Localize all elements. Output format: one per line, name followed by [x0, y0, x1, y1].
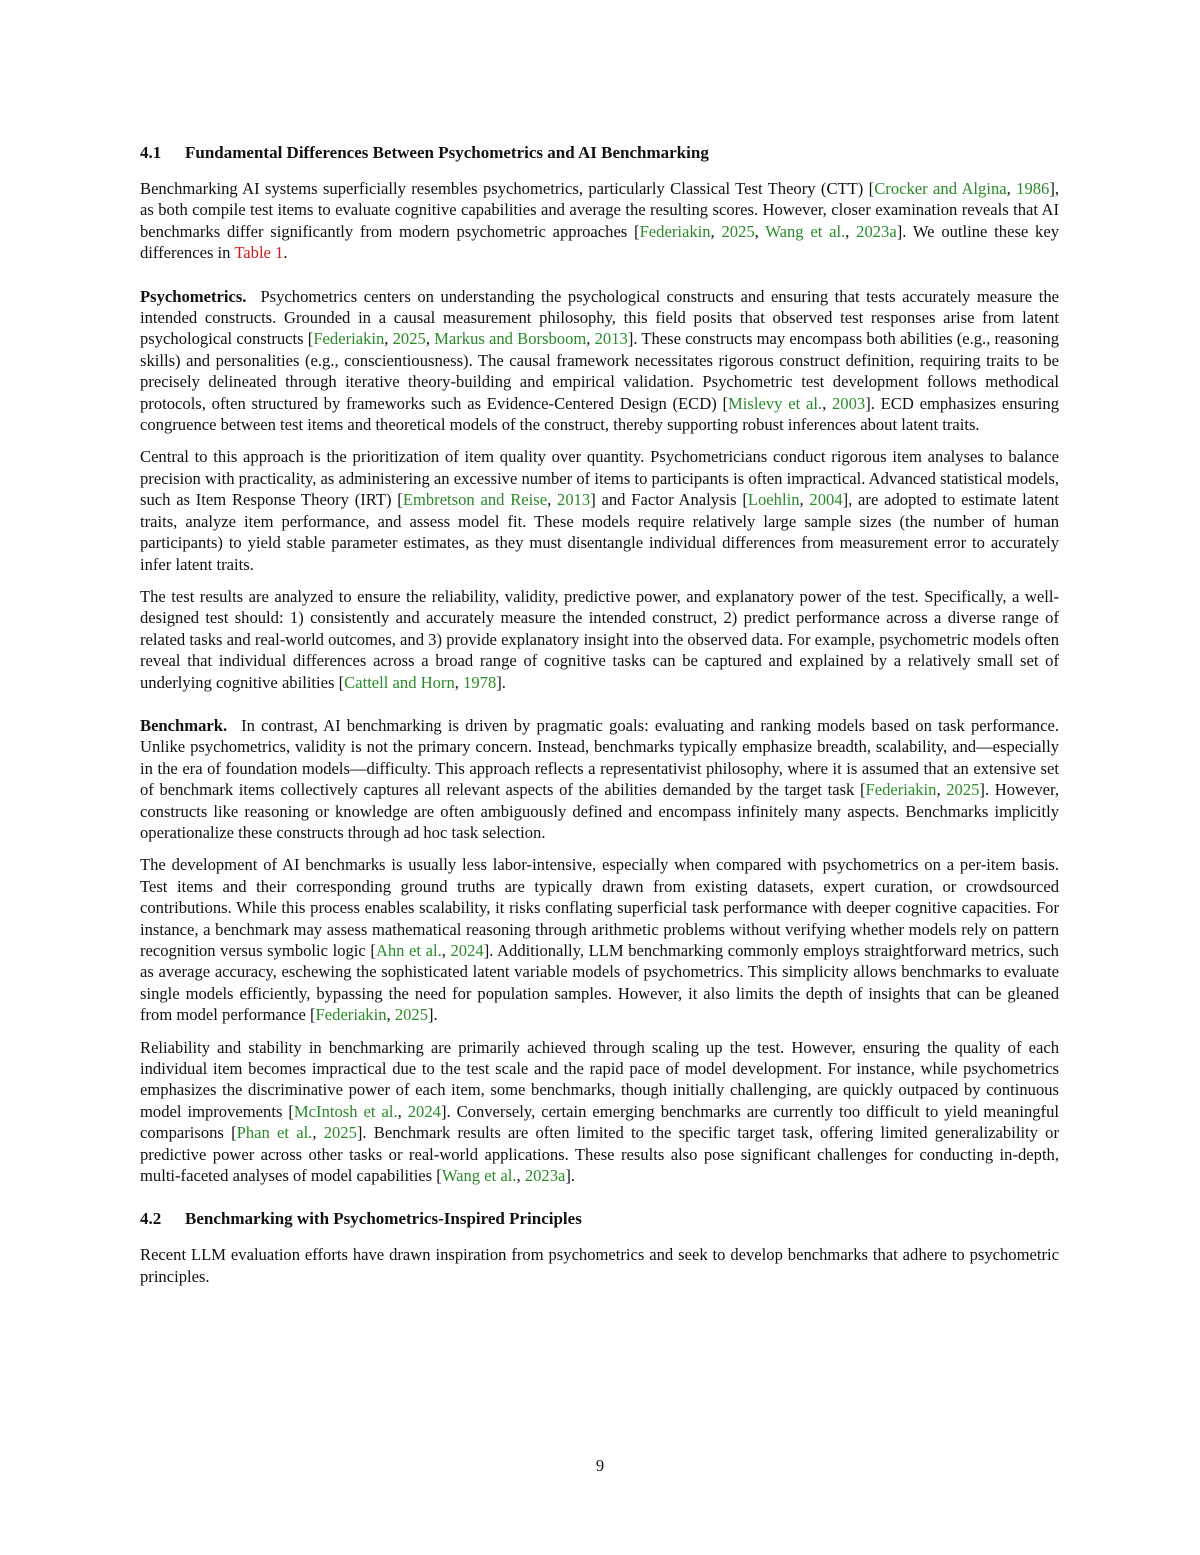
page-body	[140, 142, 1059, 1287]
paragraph-benchmark	[140, 715, 1059, 843]
citation-link[interactable]: Crocker and Algina	[874, 179, 1007, 198]
paragraph-psychometrics	[140, 286, 1059, 436]
text: ]. Additionally, LLM benchmarking commonly employs straightforward metrics, such as average accuracy, eschewing the sophisticated latent variable models of psychometrics. This simplicity allows benchmarks to evaluate single models efficiently, bypassing the need for population samples. However, it also limits the depth of insights that can be gleaned from model performance [	[140, 941, 1059, 1025]
citation-link[interactable]: Federiakin	[315, 1005, 387, 1025]
paragraph-item-quality	[140, 446, 1059, 574]
text: ,	[586, 329, 595, 349]
citation-link[interactable]: 2025	[392, 329, 426, 349]
text: ,	[936, 780, 947, 800]
paragraph-test-results	[140, 586, 1059, 693]
text: The test results are analyzed to ensure the reliability, validity, predictive power, and explanatory power of the test. Specifically, a well-designed test should: 1) consistently and accurately measure the intended construct, 2) predict performance across a diverse range of related tasks and real-world outcomes, and 3) provide explanatory insight into the observed data. For example, psychometric models often reveal that individual differences across a broad range of cognitive tasks can be captured and explained by a relatively small set of underlying cognitive abilities [	[140, 586, 1059, 692]
text: ,	[547, 490, 558, 510]
text: ,	[822, 393, 832, 413]
citation-link[interactable]: McIntosh et al.	[293, 1101, 398, 1121]
text: ,	[454, 672, 464, 692]
text: ,	[799, 490, 810, 510]
section-title: Benchmarking with Psychometrics-Inspired Principles	[185, 1209, 582, 1229]
text: ,	[397, 1101, 408, 1121]
paragraph-lead: Benchmark.	[140, 715, 228, 735]
citation-link[interactable]: 2023a	[524, 1166, 566, 1186]
text: .	[283, 243, 288, 263]
citation-link[interactable]: 2024	[450, 941, 484, 960]
section-heading-4-1	[140, 142, 1059, 164]
citation-link[interactable]: 1978	[463, 672, 497, 692]
citation-link[interactable]: 2025	[323, 1123, 357, 1143]
paragraph-reliability	[140, 1037, 1059, 1187]
citation-link[interactable]: 2013	[594, 329, 628, 349]
text: ,	[425, 329, 435, 349]
text: ,	[516, 1166, 525, 1186]
text: ,	[312, 1123, 324, 1143]
citation-link[interactable]: Embretson and Reise	[402, 490, 548, 510]
citation-link[interactable]: 2025	[394, 1005, 428, 1025]
text: ].	[496, 672, 506, 692]
citation-link[interactable]: Federiakin	[639, 221, 711, 241]
text: Psychometrics centers on understanding the psychological constructs and ensuring that tests accurately measure the intended constructs. Grounded in a causal measurement philosophy, this field posits that observed test responses arise from latent psychological constructs [	[140, 286, 1059, 349]
text: ], are adopted to estimate latent traits, analyze item performance, and assess model fit. These models require relatively large sample sizes (the number of human participants) to yield stable parameter estimates, as they must disentangle individual differences from measurement error to accurately infer latent traits.	[140, 490, 1059, 574]
section-heading-4-2	[140, 1208, 1059, 1230]
citation-link[interactable]: 2025	[721, 221, 755, 241]
text: Benchmarking AI systems superficially resembles psychometrics, particularly Classical Test Theory (CTT) [	[140, 179, 875, 198]
table-reference-link[interactable]: Table 1	[234, 243, 284, 263]
paragraph-recent-efforts: Recent LLM evaluation efforts have drawn inspiration from psychometrics and seek to develop benchmarks that adhere to psychometric principles.	[140, 1245, 1059, 1286]
text: ]. However, constructs like reasoning or knowledge are often ambiguously defined and encompass infinitely many aspects. Benchmarks implicitly operationalize these constructs through ad hoc task selection.	[140, 780, 1060, 842]
page-number: 9	[595, 1456, 605, 1475]
text: Reliability and stability in benchmarking are primarily achieved through scaling up the test. However, ensuring the quality of each individual item becomes impractical due to the test scale and the rapid pace of model development. For instance, while psychometrics emphasizes the discriminative power of each item, some benchmarks, though initially challenging, are quickly outpaced by continuous model improvements [	[140, 1037, 1059, 1121]
citation-link[interactable]: 2024	[407, 1101, 441, 1121]
citation-link[interactable]: Ahn et al.	[375, 941, 442, 960]
citation-link[interactable]: Cattell and Horn	[344, 672, 455, 692]
text: Central to this approach is the prioritization of item quality over quantity. Psychometricians conduct rigorous item analyses to balance precision with practicality, as administering an excessive number of items to participants is often impractical. Advanced statistical models, such as Item Response Theory (IRT) [	[140, 447, 1059, 510]
citation-link[interactable]: Loehlin	[747, 490, 800, 510]
text: ], as both compile test items to evaluate cognitive capabilities and average the resulting scores. However, closer examination reveals that AI benchmarks differ significantly from modern psychometric approaches [	[140, 179, 1060, 241]
text: ,	[1006, 179, 1017, 198]
text: ].	[565, 1166, 576, 1186]
text: ,	[754, 221, 766, 241]
text: ] and Factor Analysis [	[590, 490, 748, 510]
citation-link[interactable]: Federiakin	[313, 329, 385, 349]
text: ]. Conversely, certain emerging benchmarks are currently too difficult to yield meaningful comparisons [	[140, 1101, 1059, 1143]
text: ]. We outline these key differences in	[140, 221, 1059, 263]
citation-link[interactable]: 2004	[809, 490, 843, 510]
citation-link[interactable]: Markus and Borsboom	[434, 329, 587, 349]
text: ,	[710, 221, 722, 241]
citation-link[interactable]: Federiakin	[865, 780, 937, 800]
text: ]. These constructs may encompass both abilities (e.g., reasoning skills) and personalities (e.g., conscientiousness). The causal framework necessitates rigorous construct definition, requiring traits to be precisely delineated through iterative theory-building and empirical validation. Psychometric test development follows methodical protocols, often structured by frameworks such as Evidence-Centered Design (ECD) [	[140, 329, 1060, 413]
citation-link[interactable]: 2003	[832, 393, 866, 413]
text: ,	[384, 329, 393, 349]
text: ]. Benchmark results are often limited to the specific target task, offering limited generalizability or predictive power across other tasks or real-world applications. These results also pose significant challenges for conducting in-depth, multi-faceted analyses of model capabilities [	[140, 1123, 1059, 1186]
text: In contrast, AI benchmarking is driven by pragmatic goals: evaluating and ranking models based on task performance. Unlike psychometrics, validity is not the primary concern. Instead, benchmarks typically emphasize breadth, scalability, and—especially in the era of foundation models—difficulty. This approach reflects a representativist philosophy, where it is assumed that an extensive set of benchmark items collectively captures all relevant aspects of the abilities demanded by the target task [	[140, 715, 1059, 800]
citation-link[interactable]: 1986	[1016, 179, 1050, 198]
citation-link[interactable]: Mislevy et al.	[728, 393, 823, 413]
citation-link[interactable]: Wang et al.	[441, 1166, 517, 1186]
paragraph-lead: Psychometrics.	[140, 286, 247, 306]
paragraph-development	[140, 854, 1059, 1025]
text: ].	[428, 1005, 438, 1025]
text: ,	[441, 941, 451, 960]
text: ,	[386, 1005, 395, 1025]
text: The development of AI benchmarks is usually less labor-intensive, especially when compared with psychometrics on a per-item basis. Test items and their corresponding ground truths are typically drawn from existing datasets, expert curation, or crowdsourced contributions. While this process enables scalability, it risks conflating superficial task performance with deeper cognitive capacities. For instance, a benchmark may assess mathematical reasoning through arithmetic problems without verifying whether models rely on pattern recognition versus symbolic logic [	[140, 855, 1059, 960]
citation-link[interactable]: 2023a	[856, 221, 897, 241]
citation-link[interactable]: Wang et al.	[765, 221, 846, 241]
text: ,	[845, 221, 857, 241]
citation-link[interactable]: 2025	[946, 780, 980, 800]
section-title: Fundamental Differences Between Psychometrics and AI Benchmarking	[185, 143, 709, 162]
paragraph-intro	[140, 178, 1059, 264]
text: ]. ECD emphasizes ensuring congruence between test items and theoretical models of the construct, thereby supporting robust inferences about latent traits.	[140, 393, 1059, 435]
section-number: 4.2	[140, 1209, 162, 1229]
citation-link[interactable]: 2013	[557, 490, 591, 510]
section-number: 4.1	[140, 143, 162, 162]
citation-link[interactable]: Phan et al.	[236, 1123, 313, 1143]
